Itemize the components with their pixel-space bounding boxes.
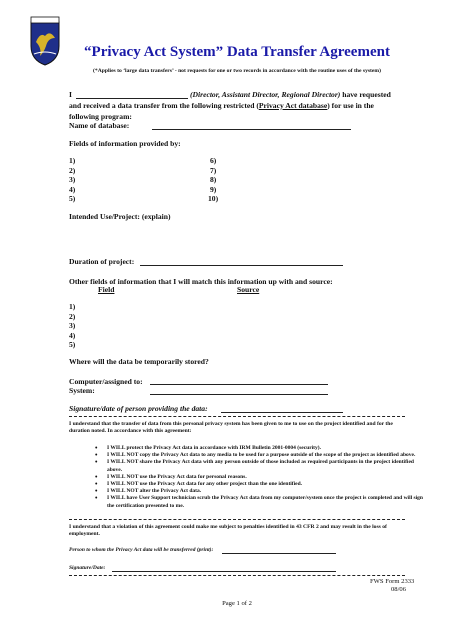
field-item: 8) xyxy=(210,175,217,184)
match-item: 5) xyxy=(69,340,76,349)
page-number: Page 1 of 2 xyxy=(222,600,252,607)
field-item: 5) xyxy=(69,194,76,203)
bullet-item: • I WILL NOT share the Privacy Act data with any person outside of those included as required participants in the project identified above. xyxy=(95,459,425,473)
section-divider xyxy=(69,575,405,576)
bullet-item: • I WILL NOT use the Privacy Act data for any other project than the one identified. xyxy=(95,481,425,488)
fields-label: Fields of information provided by: xyxy=(69,139,181,148)
other-fields-label: Other fields of information that I will match this information up with and source: xyxy=(69,277,333,286)
intro-role: (Director, Assistant Director, Regional Director) xyxy=(190,90,341,99)
match-item: 1) xyxy=(69,302,76,311)
field-item: 2) xyxy=(69,166,76,175)
intended-use-label: Intended Use/Project: (explain) xyxy=(69,212,171,221)
computer-line[interactable] xyxy=(150,384,328,385)
database-label: Name of database: xyxy=(69,121,130,130)
transferred-line[interactable] xyxy=(222,553,336,554)
duration-line[interactable] xyxy=(140,265,343,266)
applies-note: (*Applies to ‘large data transfers’ - not requests for one or two records in accordance with the routine uses of the system) xyxy=(93,68,381,74)
database-line[interactable] xyxy=(152,129,351,130)
bullet-item: • I WILL NOT alter the Privacy Act data. xyxy=(95,488,425,495)
signature-date-line[interactable] xyxy=(112,571,336,572)
form-date: 08/06 xyxy=(390,586,406,593)
section-divider xyxy=(69,416,405,417)
computer-label: Computer/assigned to: xyxy=(69,377,143,386)
intro-after-role: have requested xyxy=(340,90,391,99)
field-item: 9) xyxy=(210,185,217,194)
intro-line2-a: and received a data transfer from the following restricted ( xyxy=(69,101,259,110)
field-item: 4) xyxy=(69,185,76,194)
bullet-item: • I WILL protect the Privacy Act data in accordance with IRM Bulletin 2001-0004 (security). xyxy=(95,445,425,452)
field-item: 6) xyxy=(210,156,217,165)
intro-line2 xyxy=(69,101,374,110)
provider-signature-line[interactable] xyxy=(221,412,343,413)
match-item: 3) xyxy=(69,321,76,330)
field-item: 1) xyxy=(69,156,76,165)
agreement-bullets xyxy=(95,445,425,510)
intro-db-term: Privacy Act database xyxy=(258,101,328,110)
violation-paragraph: I understand that a violation of this agreement could make me subject to penalties identified in 43 CFR 2 and may result in the loss of employment. xyxy=(69,524,387,538)
intro-line3: following program: xyxy=(69,112,132,121)
signature-date-label: Signature/Date: xyxy=(69,565,106,571)
transferred-label: Person to whom the Privacy Act data will be transferred (print): xyxy=(69,547,214,553)
form-number: FWS Form 2333 xyxy=(370,578,415,585)
document-title: “Privacy Act System” Data Transfer Agreement xyxy=(84,44,390,60)
bullet-item: • I WILL NOT copy the Privacy Act data to any media to be used for a purpose outside of the scope of the project as identified above. xyxy=(95,452,425,459)
system-line[interactable] xyxy=(150,394,328,395)
intro-line2-b: ) for use in the xyxy=(327,101,374,110)
bullet-item: • I WILL have User Support technician scrub the Privacy Act data from my computer/system once the project is completed and will sign the certification presented to me. xyxy=(95,495,425,509)
match-item: 2) xyxy=(69,312,76,321)
section-divider xyxy=(69,519,405,520)
bullet-item: • I WILL NOT use the Privacy Act data for personal reasons. xyxy=(95,474,425,481)
requester-name-line[interactable] xyxy=(76,98,188,99)
field-item: 10) xyxy=(208,194,219,203)
system-label: System: xyxy=(69,386,95,395)
match-item: 4) xyxy=(69,331,76,340)
source-header: Source xyxy=(237,285,260,294)
field-item: 3) xyxy=(69,175,76,184)
field-item: 7) xyxy=(210,166,217,175)
understand-paragraph: I understand that the transfer of data from this personal privacy system has been given to me to use on the project identified and for the duration noted. In accordance with this agreement: xyxy=(69,421,393,435)
intro-i: I xyxy=(69,90,72,99)
duration-label: Duration of project: xyxy=(69,257,135,266)
intro-role-line xyxy=(190,90,391,99)
storage-label: Where will the data be temporarily stored? xyxy=(69,357,209,366)
field-header: Field xyxy=(98,285,115,294)
provider-signature-label: Signature/date of person providing the data: xyxy=(69,404,208,413)
